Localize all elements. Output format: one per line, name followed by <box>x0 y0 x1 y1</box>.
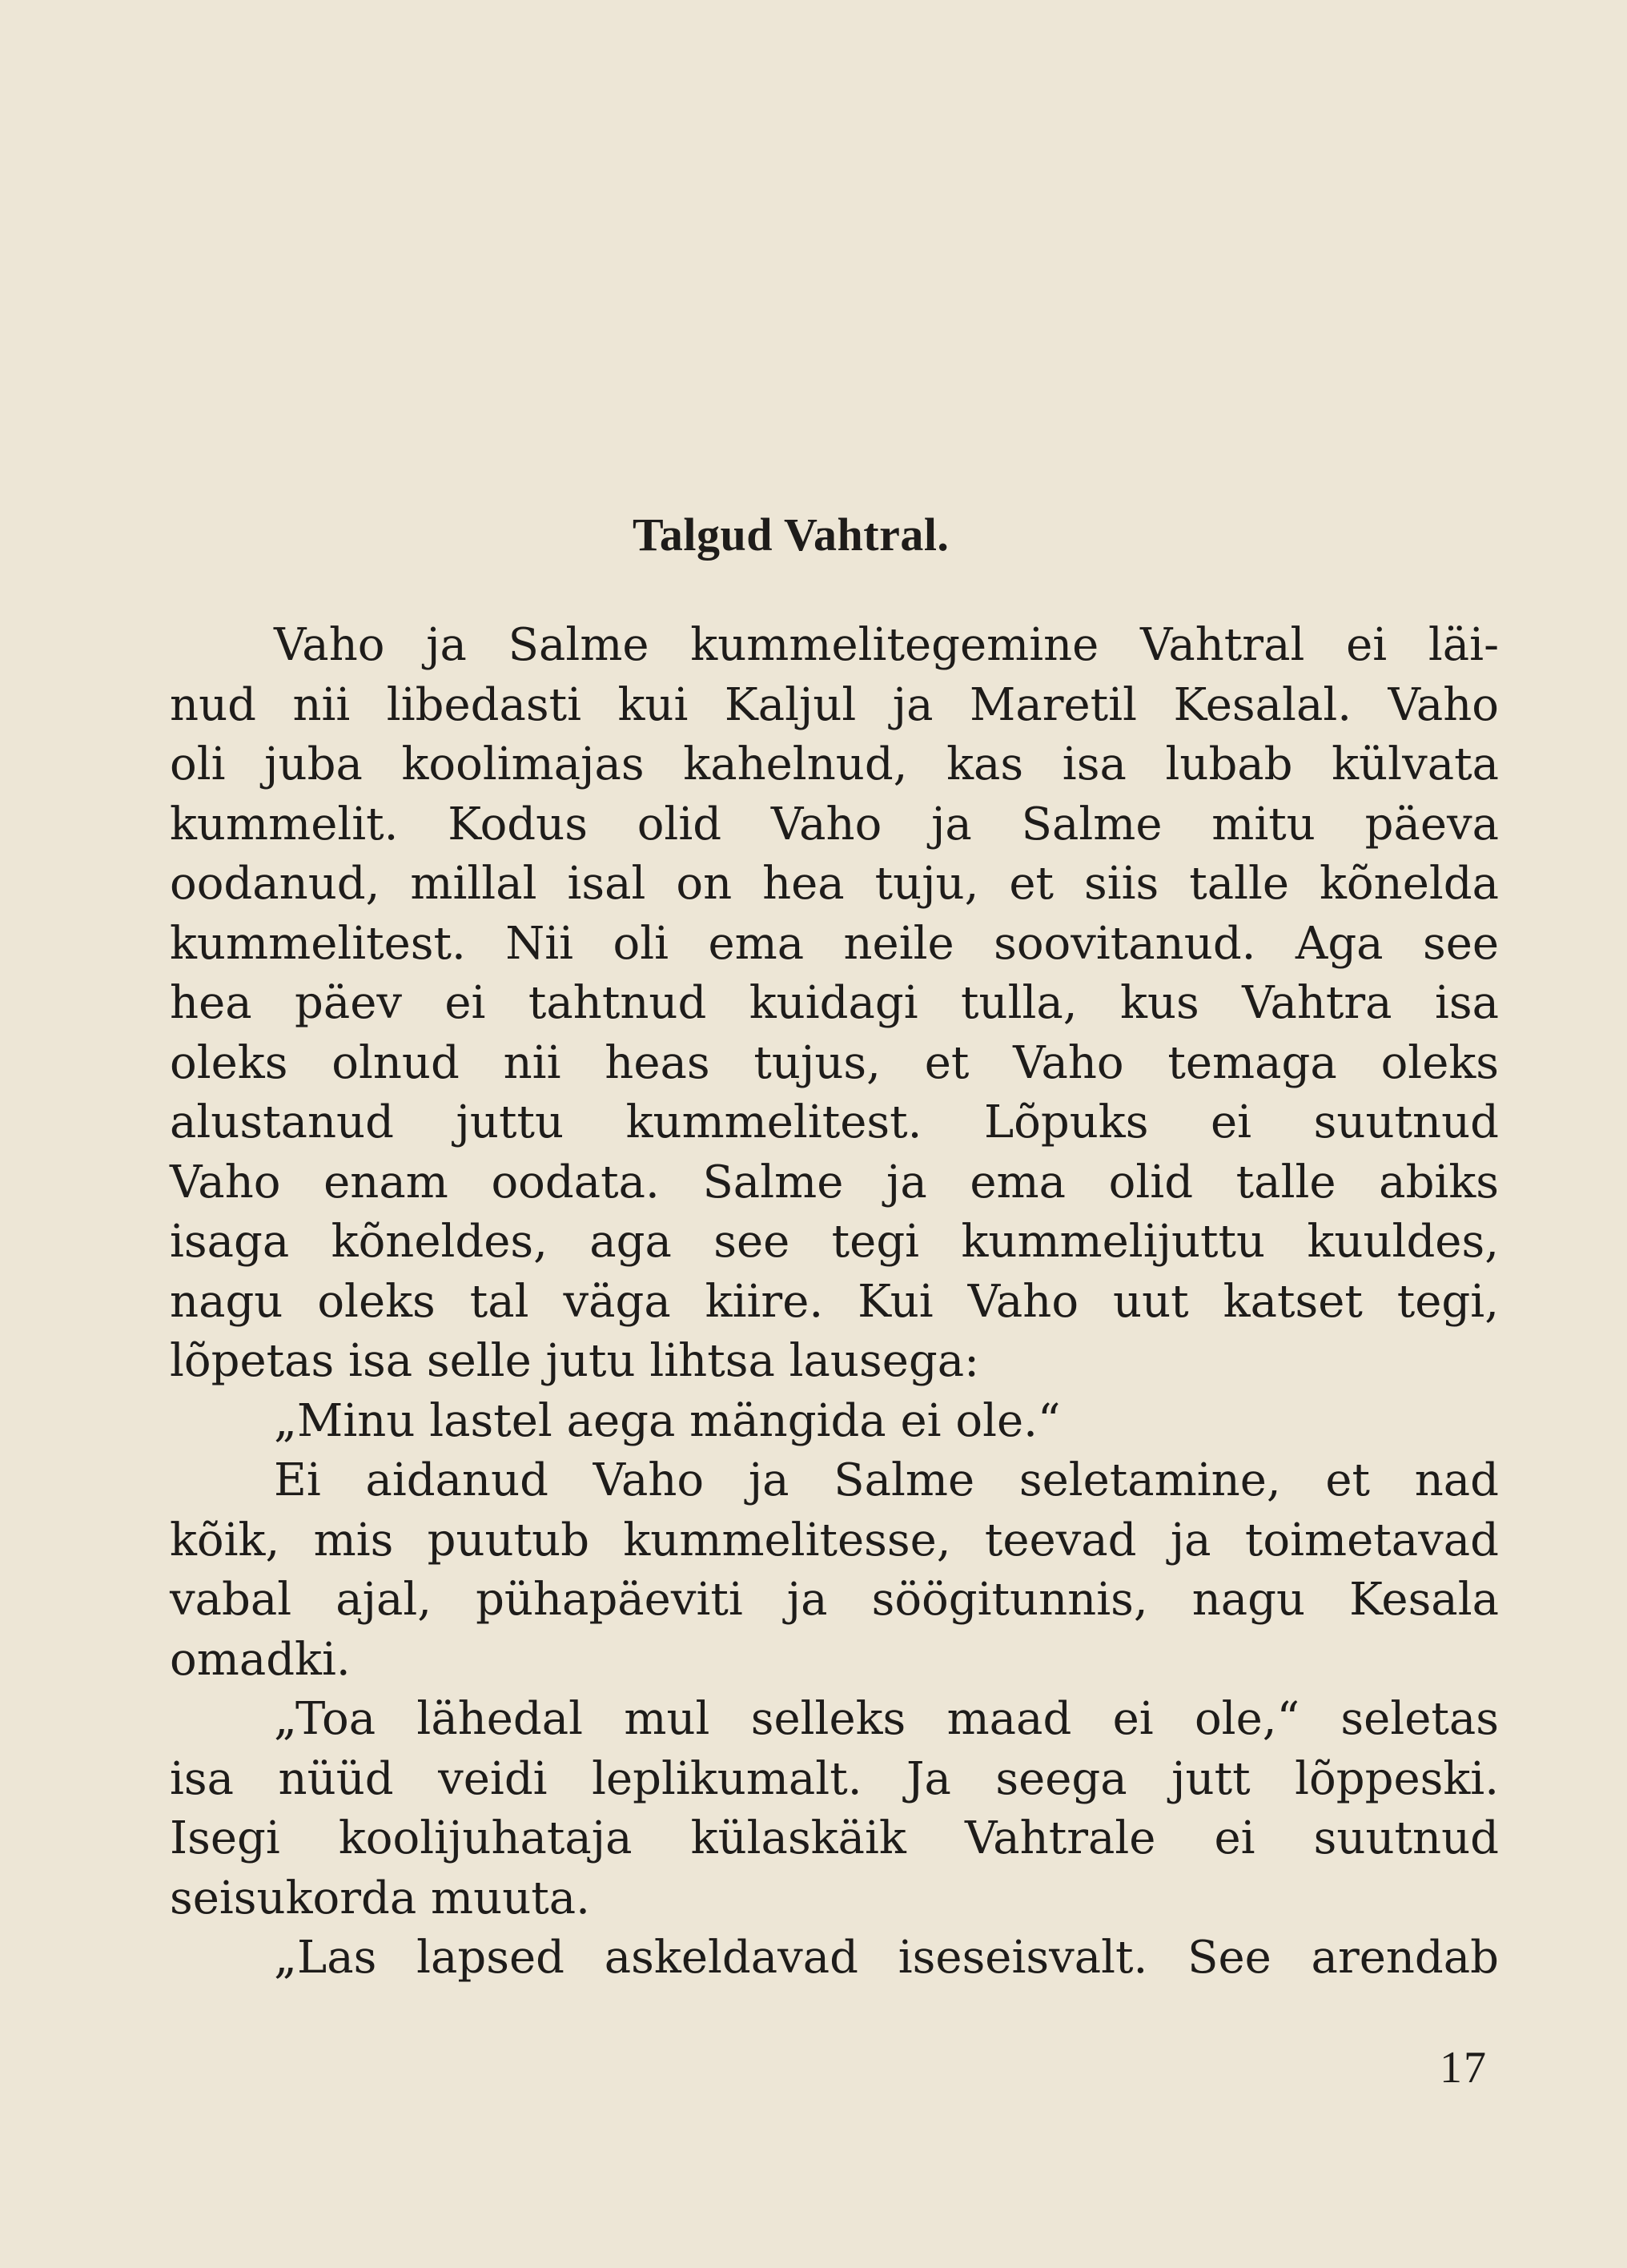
text-line: „Toa lähedal mul selleks maad ei ole,“ seletas <box>274 1693 1499 1745</box>
text-line: Ei aidanud Vaho ja Salme seletamine, et nad <box>274 1454 1499 1506</box>
text-line: „Minu lastel aega mängida ei ole.“ <box>274 1394 1061 1447</box>
text-line: oodanud, millal isal on hea tuju, et siis talle kõnelda <box>170 858 1499 910</box>
text-line: vabal ajal, pühapäeviti ja söögitunnis, nagu Kesala <box>170 1574 1499 1626</box>
text-line: oli juba koolimajas kahelnud, kas isa lubab külvata <box>170 738 1499 790</box>
text-line: Vaho enam oodata. Salme ja ema olid talle abiks <box>170 1156 1499 1208</box>
text-line: nagu oleks tal väga kiire. Kui Vaho uut katset tegi, <box>170 1275 1499 1328</box>
text-line: nud nii libedasti kui Kaljul ja Maretil Kesalal. Vaho <box>170 678 1499 731</box>
chapter-title: Talgud Vahtral. <box>633 509 950 561</box>
text-line: isaga kõneldes, aga see tegi kummelijuttu kuuldes, <box>170 1216 1499 1268</box>
text-line: kummelit. Kodus olid Vaho ja Salme mitu päeva <box>170 798 1499 850</box>
text-line: seisukorda muuta. <box>170 1872 590 1924</box>
text-line: „Las lapsed askeldavad iseseisvalt. See arendab <box>274 1932 1499 1984</box>
text-line: Vaho ja Salme kummelitegemine Vahtral ei läi- <box>274 619 1499 671</box>
text-line: kõik, mis puutub kummelitesse, teevad ja toimetavad <box>170 1514 1499 1566</box>
text-line: omadki. <box>170 1633 351 1686</box>
text-line: Isegi koolijuhataja külaskäik Vahtrale ei suutnud <box>170 1812 1499 1864</box>
page-number: 17 <box>1440 2043 1488 2093</box>
text-line: isa nüüd veidi leplikumalt. Ja seega jutt lõppeski. <box>170 1752 1499 1805</box>
text-line: lõpetas isa selle jutu lihtsa lausega: <box>170 1335 979 1387</box>
text-line: kummelitest. Nii oli ema neile soovitanud. Aga see <box>170 917 1499 970</box>
text-line: hea päev ei tahtnud kuidagi tulla, kus Vahtra isa <box>170 977 1499 1029</box>
text-line: oleks olnud nii heas tujus, et Vaho temaga oleks <box>170 1036 1499 1089</box>
text-line: alustanud juttu kummelitest. Lõpuks ei suutnud <box>170 1096 1499 1148</box>
